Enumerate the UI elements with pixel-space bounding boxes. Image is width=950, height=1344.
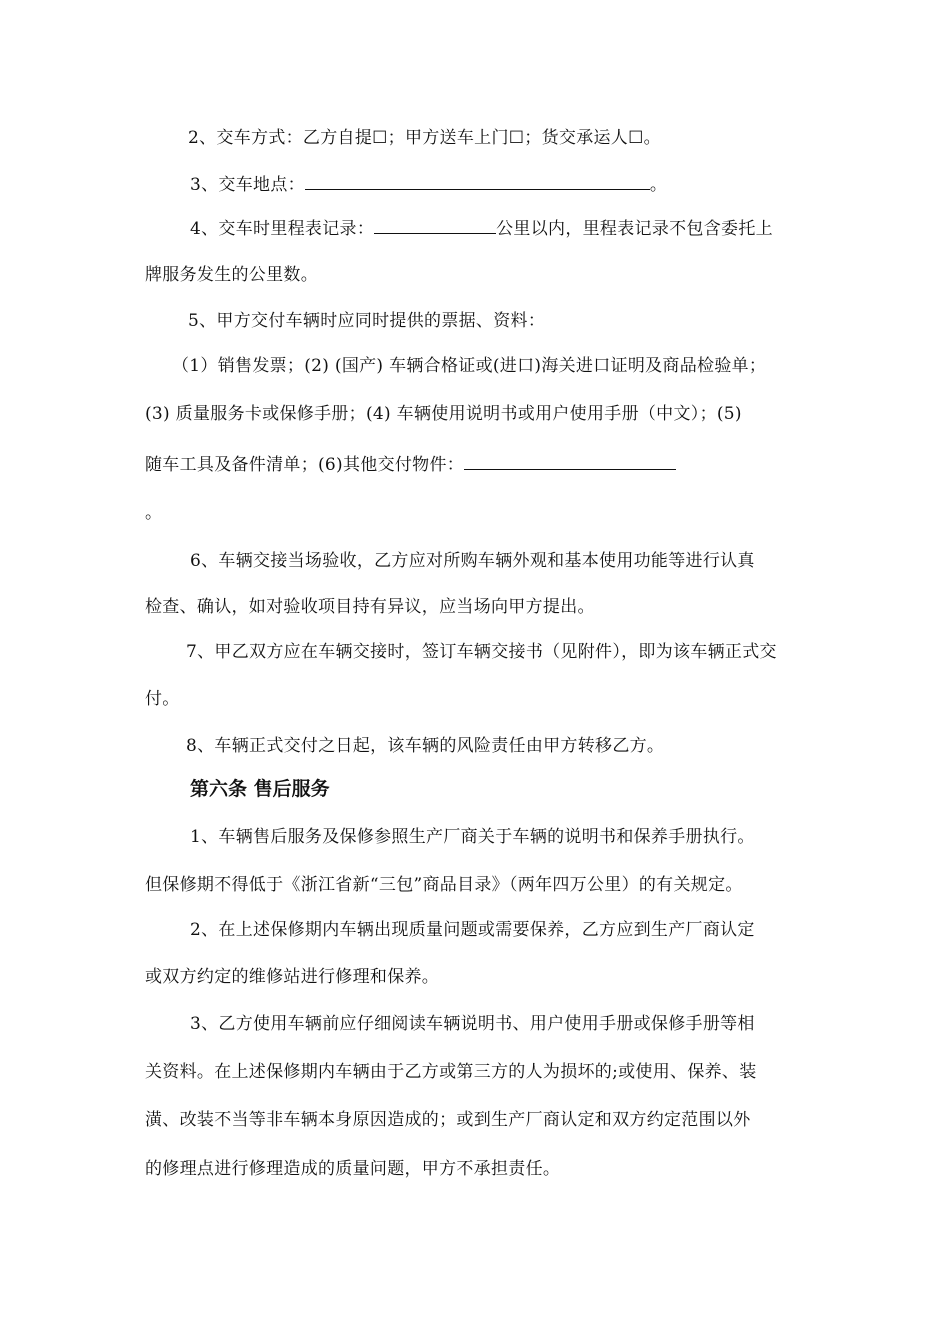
warranty-repair-line-1 xyxy=(190,918,755,942)
documents-list-line-1 xyxy=(172,354,766,378)
after-sales-line-1 xyxy=(190,825,755,849)
liability-text-2: 关资料。在上述保修期内车辆由于乙方或第三方的人为损坏的;或使用、保养、装 xyxy=(145,1062,757,1082)
documents-list-line-2 xyxy=(145,402,742,426)
liability-line-1 xyxy=(190,1012,755,1036)
liability-line-4 xyxy=(145,1157,560,1181)
after-sales-text-2: 但保修期不得低于《浙江省新“三包”商品目录》（两年四万公里）的有关规定。 xyxy=(145,875,743,895)
documents-list-text-2: (3) 质量服务卡或保修手册；(4) 车辆使用说明书或用户使用手册（中文）；(5) xyxy=(145,404,742,424)
odometer-line xyxy=(190,215,773,241)
liability-line-2 xyxy=(145,1060,757,1084)
documents-line xyxy=(188,309,545,333)
liability-text-1: 3、乙方使用车辆前应仔细阅读车辆说明书、用户使用手册或保修手册等相 xyxy=(190,1014,755,1034)
documents-list-text-1: （1）销售发票；(2) (国产) 车辆合格证或(进口)海关进口证明及商品检验单； xyxy=(172,356,767,376)
inspection-line-1 xyxy=(190,549,755,573)
documents-list-end xyxy=(145,501,162,525)
delivery-location-end: 。 xyxy=(649,175,668,195)
after-sales-text-1: 1、车辆售后服务及保修参照生产厂商关于车辆的说明书和保养手册执行。 xyxy=(190,827,755,847)
odometer-cont-text: 牌服务发生的公里数。 xyxy=(145,265,318,285)
handover-text-1: 7、甲乙双方应在车辆交接时，签订车辆交接书（见附件），即为该车辆正式交 xyxy=(186,642,777,662)
other-items-blank[interactable] xyxy=(464,451,676,470)
warranty-repair-line-2 xyxy=(145,965,439,989)
article-6-heading xyxy=(190,776,330,802)
inspection-text-2: 检查、确认，如对验收项目持有异议，应当场向甲方提出。 xyxy=(145,597,595,617)
odometer-line-cont xyxy=(145,263,318,287)
liability-text-4: 的修理点进行修理造成的质量问题，甲方不承担责任。 xyxy=(145,1159,561,1179)
delivery-method-text: 2、交车方式：乙方自提☐；甲方送车上门☐；货交承运人☐。 xyxy=(188,128,661,148)
handover-line-1 xyxy=(186,640,777,664)
inspection-text-1: 6、车辆交接当场验收，乙方应对所购车辆外观和基本使用功能等进行认真 xyxy=(190,551,755,571)
handover-text-2: 付。 xyxy=(145,689,180,709)
liability-text-3: 潢、改装不当等非车辆本身原因造成的；或到生产厂商认定和双方约定范围以外 xyxy=(145,1110,751,1130)
odometer-text: 公里以内，里程表记录不包含委托上 xyxy=(496,219,773,239)
handover-line-2 xyxy=(145,687,180,711)
liability-line-3 xyxy=(145,1108,751,1132)
odometer-blank[interactable] xyxy=(374,215,496,234)
documents-list-text-3: 随车工具及备件清单；(6)其他交付物件： xyxy=(145,455,465,475)
delivery-location-label: 3、交车地点： xyxy=(190,175,305,195)
warranty-repair-text-2: 或双方约定的维修站进行修理和保养。 xyxy=(145,967,440,987)
article-6-heading-text: 第六条 售后服务 xyxy=(190,778,330,800)
risk-transfer-line xyxy=(186,734,664,758)
risk-transfer-text: 8、车辆正式交付之日起，该车辆的风险责任由甲方转移乙方。 xyxy=(186,736,665,756)
odometer-label: 4、交车时里程表记录： xyxy=(190,219,375,239)
documents-list-end-text: 。 xyxy=(145,503,163,523)
delivery-location-line xyxy=(190,171,667,197)
inspection-line-2 xyxy=(145,595,595,619)
documents-heading-text: 5、甲方交付车辆时应同时提供的票据、资料： xyxy=(188,311,546,331)
warranty-repair-text-1: 2、在上述保修期内车辆出现质量问题或需要保养，乙方应到生产厂商认定 xyxy=(190,920,755,940)
delivery-location-blank[interactable] xyxy=(305,171,650,190)
delivery-method-line xyxy=(188,126,661,150)
documents-list-line-3 xyxy=(145,451,676,477)
after-sales-line-2 xyxy=(145,873,743,897)
